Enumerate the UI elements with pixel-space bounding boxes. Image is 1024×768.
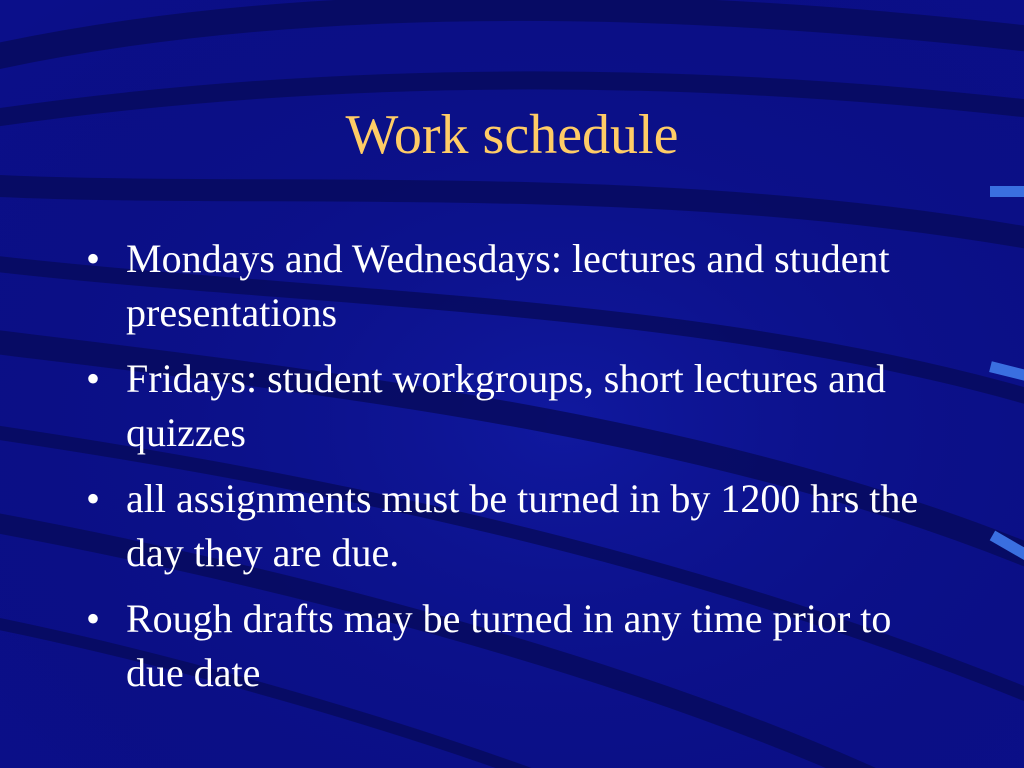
bullet-item bbox=[86, 472, 946, 580]
bullet-icon: • bbox=[86, 476, 101, 521]
bullet-text: Rough drafts may be turned in any time prior to due date bbox=[126, 596, 892, 695]
bullet-icon: • bbox=[86, 356, 101, 401]
bullet-text: all assignments must be turned in by 1200 hrs the day they are due. bbox=[126, 476, 919, 575]
accent-dash-1 bbox=[990, 186, 1024, 197]
bullet-list bbox=[86, 232, 946, 712]
bullet-icon: • bbox=[86, 236, 101, 281]
bullet-item bbox=[86, 592, 946, 700]
slide-title: Work schedule bbox=[345, 104, 679, 166]
bullet-text: Mondays and Wednesdays: lectures and student presentations bbox=[126, 236, 890, 335]
bullet-icon: • bbox=[86, 596, 101, 641]
bullet-text: Fridays: student workgroups, short lectures and quizzes bbox=[126, 356, 886, 455]
bullet-item bbox=[86, 232, 946, 340]
bullet-item bbox=[86, 352, 946, 460]
